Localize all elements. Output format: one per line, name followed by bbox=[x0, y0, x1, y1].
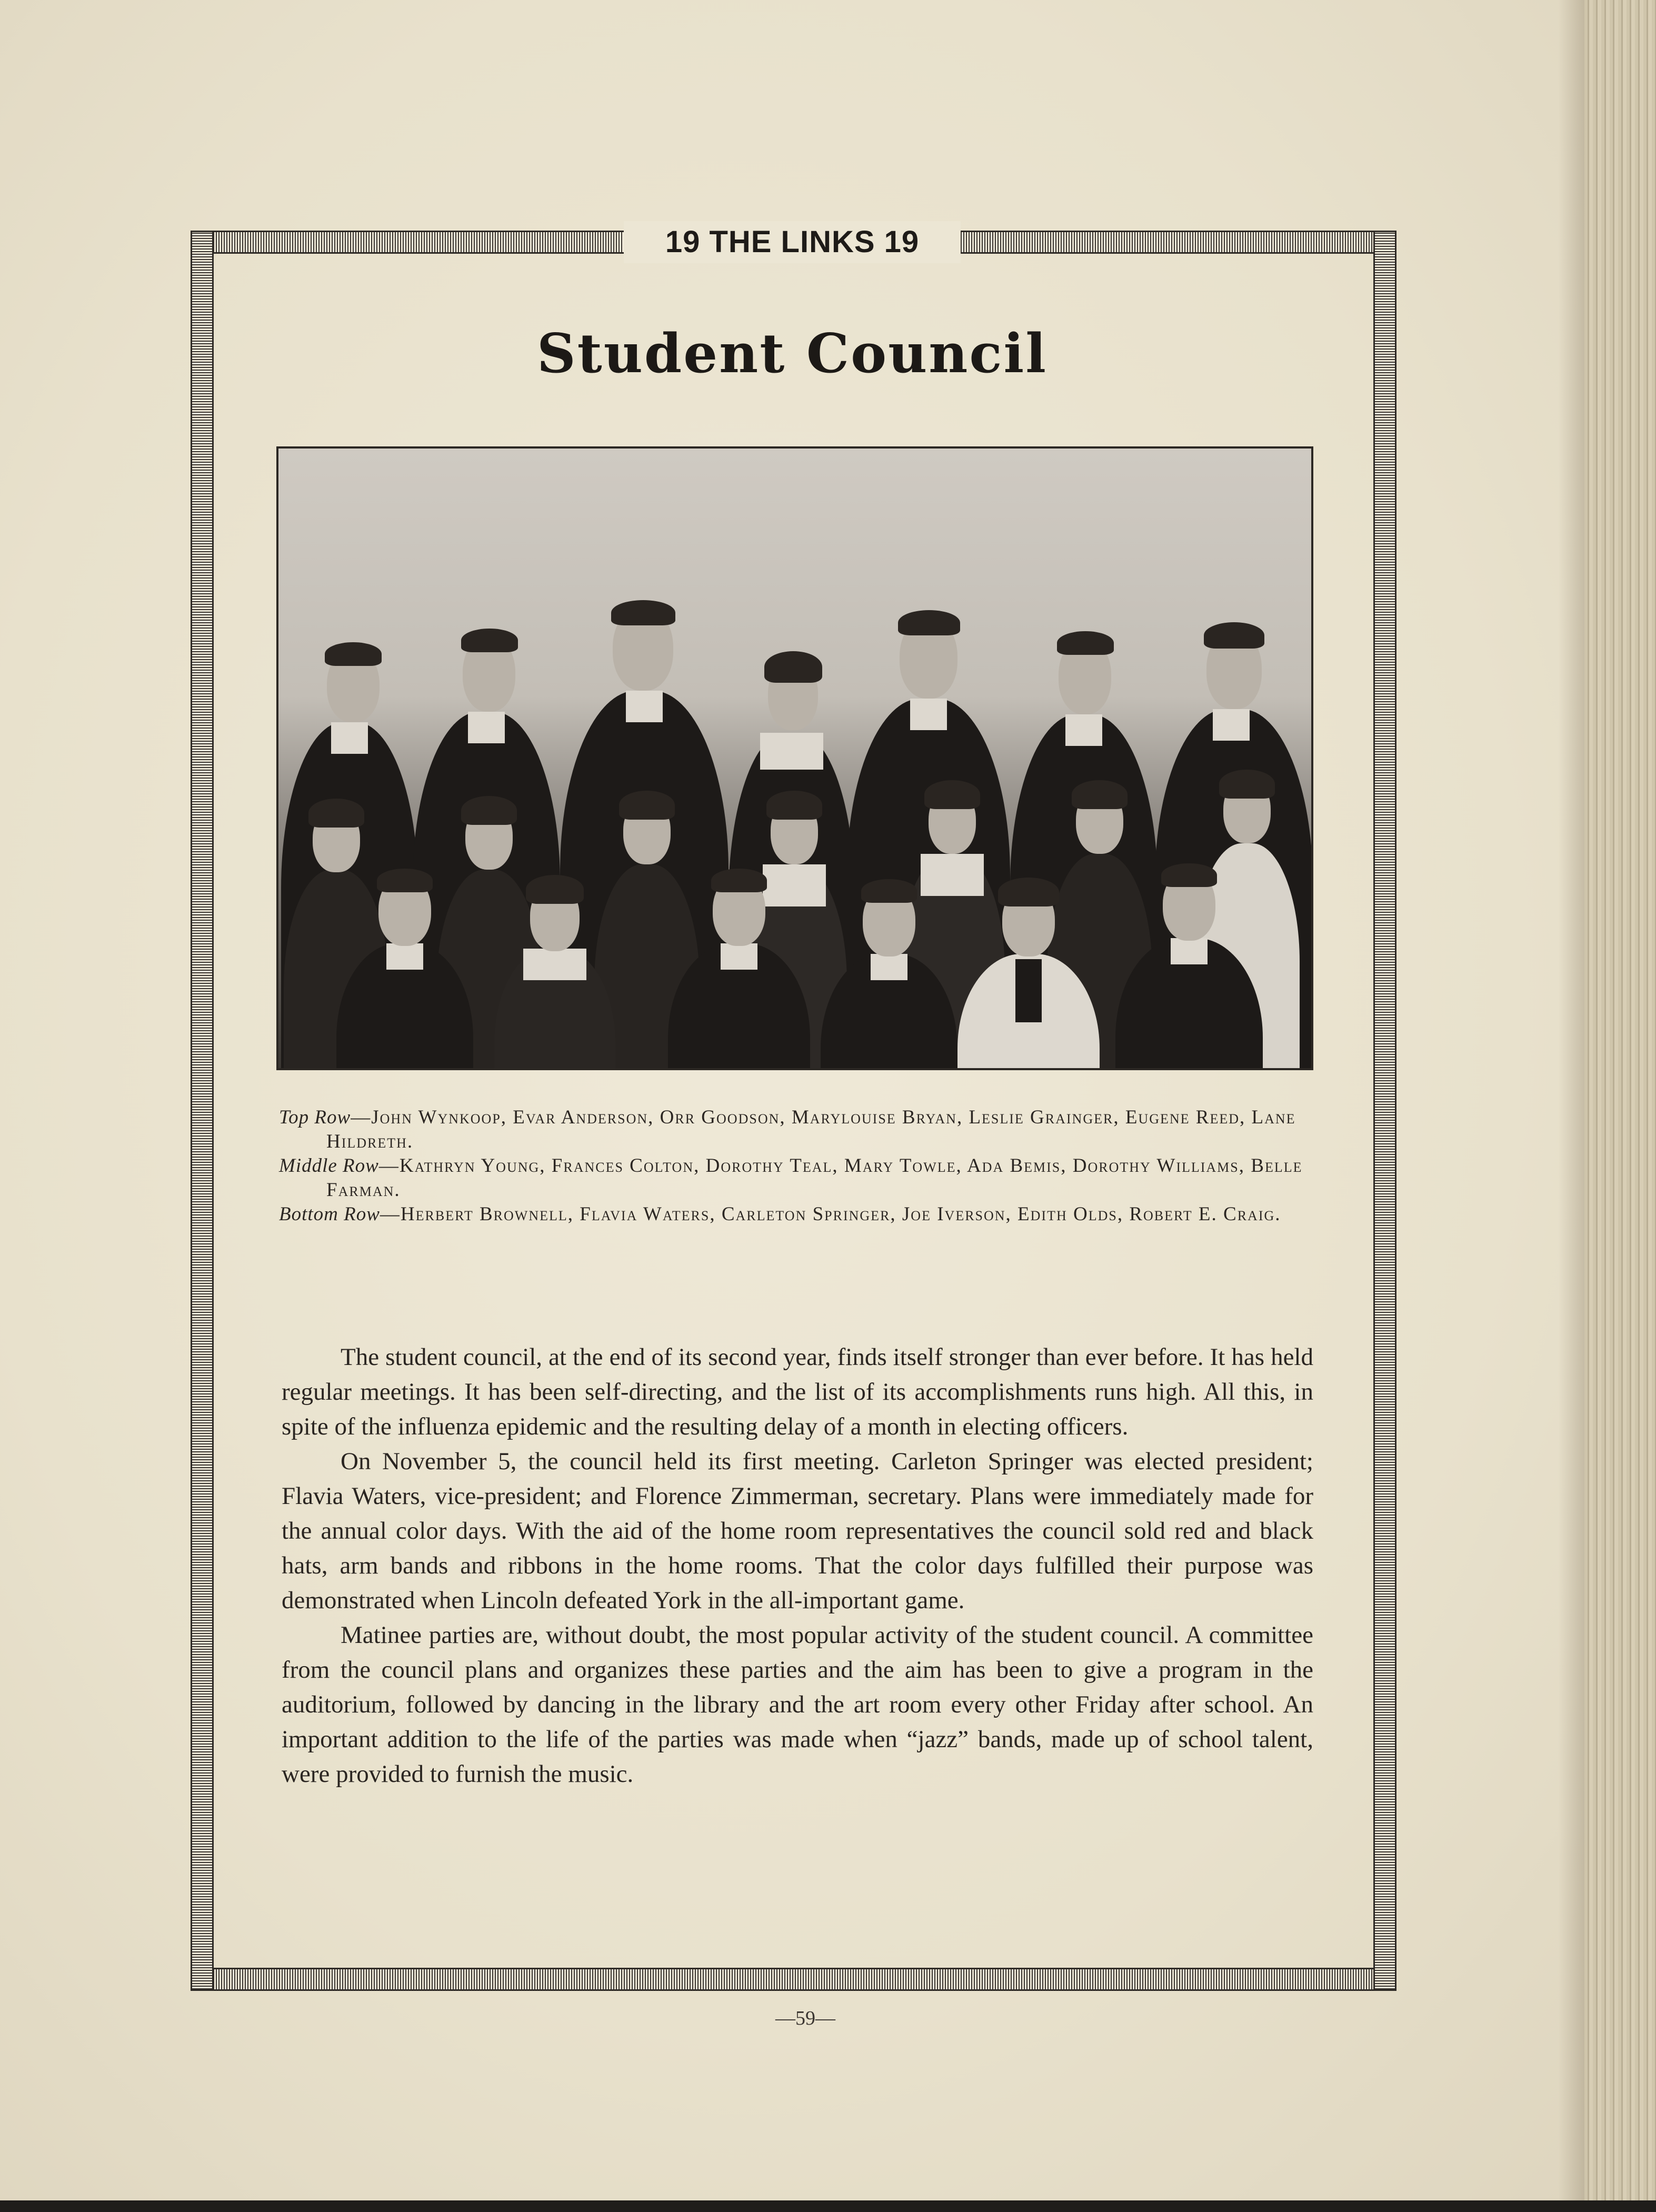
paragraph: Matinee parties are, without doubt, the most popular activity of the student council. A committee from the council plans and organizes these parties and the aim has been to give a program in the auditorium, followed by dancing in the library and the art room every other Friday after school. An important addition to the life of the parties was made when “jazz” bands, made up of school talent, were provided to furnish the music. bbox=[282, 1621, 1313, 1788]
frame-left-border bbox=[191, 231, 214, 1991]
page-number: —59— bbox=[775, 2007, 835, 2029]
paragraph: The student council, at the end of its second year, finds itself stronger than ever before. It has held regular meetings. It has been self-directing, and the list of its accomplishments runs high. All this, in spite of the influenza epidemic and the resulting delay of a month in electing officers. bbox=[282, 1343, 1313, 1440]
photo-captions bbox=[279, 1105, 1316, 1227]
caption-names: —Kathryn Young, Frances Colton, Dorothy Teal, Mary Towle, Ada Bemis, Dorothy Williams, Belle Farman. bbox=[326, 1155, 1303, 1201]
caption-top-row bbox=[279, 1105, 1316, 1154]
group-photo bbox=[276, 446, 1313, 1070]
bottom-edge bbox=[0, 2200, 1656, 2212]
frame-bottom-border bbox=[191, 1968, 1396, 1991]
caption-names: —John Wynkoop, Evar Anderson, Orr Goodson, Marylouise Bryan, Leslie Grainger, Eugene Reed, Lane Hildreth. bbox=[326, 1107, 1296, 1152]
caption-label: Top Row bbox=[279, 1107, 351, 1128]
caption-label: Bottom Row bbox=[279, 1203, 380, 1225]
page-title: Student Council bbox=[536, 322, 1048, 385]
paragraph: On November 5, the council held its first meeting. Carleton Springer was elected president; Flavia Waters, vice-president; and Florence Zimmerman, secretary. Plans were immediately made for the annual color days. With the aid of the home room representatives the council sold red and black hats, arm bands and ribbons in the home rooms. That the color days fulfilled their purpose was demonstrated when Lincoln defeated York in the all-important game. bbox=[282, 1448, 1313, 1614]
caption-middle-row bbox=[279, 1154, 1316, 1202]
article-body bbox=[282, 1340, 1313, 1791]
caption-names: —Herbert Brownell, Flavia Waters, Carleton Springer, Joe Iverson, Edith Olds, Robert E. Craig. bbox=[380, 1203, 1281, 1225]
book-spine-edge bbox=[1584, 0, 1656, 2212]
caption-label: Middle Row bbox=[279, 1155, 379, 1177]
running-header: 19 THE LINKS 19 bbox=[624, 221, 961, 263]
caption-bottom-row bbox=[279, 1202, 1316, 1227]
frame-right-border bbox=[1373, 231, 1396, 1991]
